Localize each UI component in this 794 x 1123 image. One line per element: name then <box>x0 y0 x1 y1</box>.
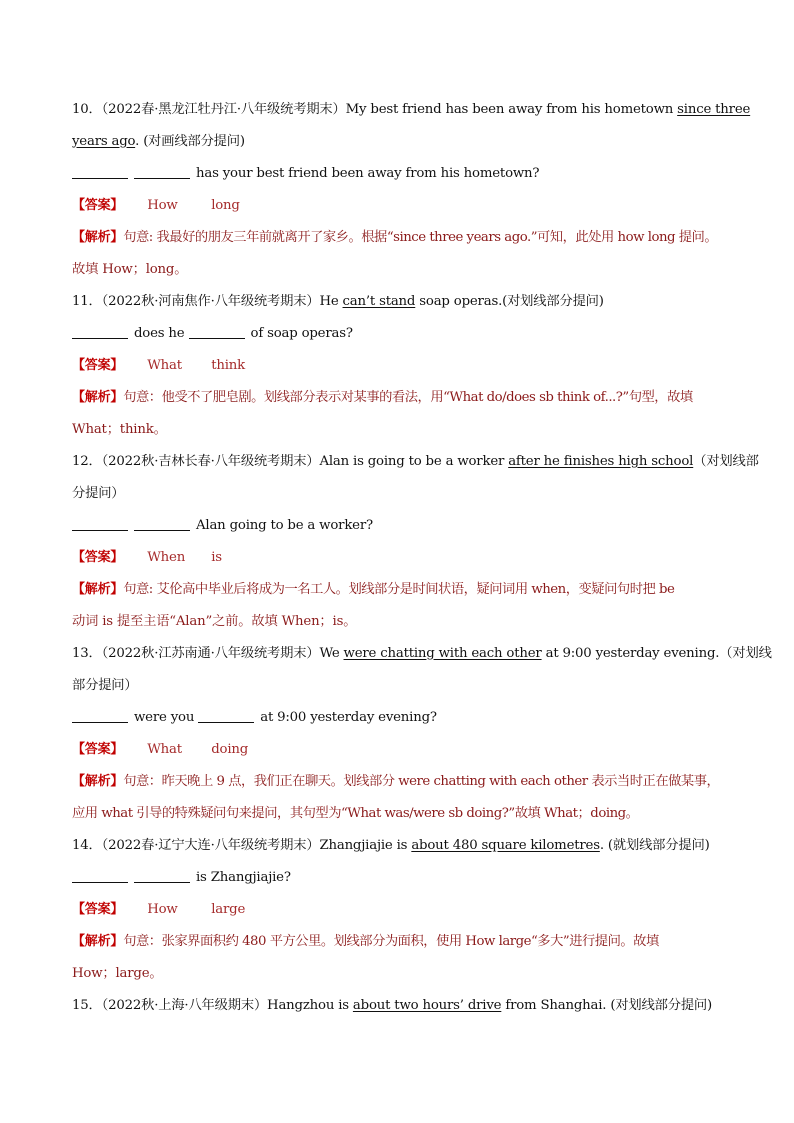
question-source: （2022秋·河南焦作·八年级统考期末） <box>101 294 320 309</box>
question-source: （2022春·辽宁大连·八年级统考期末） <box>101 838 320 853</box>
worksheet-page <box>72 94 772 1022</box>
fill-sentence: does he <box>134 326 185 341</box>
question-10-fill <box>72 158 732 190</box>
question-number: 10． <box>72 102 102 117</box>
analysis-label: 【解析】 <box>72 582 124 597</box>
question-source: （2022秋·上海·八年级期末） <box>101 998 268 1013</box>
question-13-fill <box>72 702 732 734</box>
question-10-analysis <box>72 222 732 254</box>
underlined-phrase: after he finishes high school <box>508 454 694 469</box>
analysis-text: 句意：张家界面积约 480 平方公里。划线部分为面积，使用 How large“多大”进行提问。故填 <box>123 934 659 949</box>
answer-value: doing <box>211 742 249 757</box>
fill-sentence: at 9:00 yesterday evening? <box>260 710 437 725</box>
question-10-stem-cont <box>72 126 732 158</box>
analysis-text: 句意：昨天晚上 9 点，我们正在聊天。划线部分 were chatting with each other 表示当时正在做某事， <box>123 774 720 789</box>
question-11-stem <box>72 286 732 318</box>
question-10-stem <box>72 94 751 126</box>
question-13-answer <box>72 734 732 766</box>
underlined-phrase: about two hours’ drive <box>352 998 502 1013</box>
question-12-analysis <box>72 574 732 606</box>
answer-value: think <box>211 358 245 373</box>
answer-blank[interactable] <box>134 514 190 531</box>
question-text: We <box>319 646 344 661</box>
question-text: Zhangjiajie is <box>319 838 412 853</box>
question-14-stem <box>72 830 732 862</box>
analysis-text: How；large。 <box>72 966 163 981</box>
analysis-text: What；think。 <box>72 422 167 437</box>
question-10-analysis-cont <box>72 254 732 286</box>
question-source: （2022春·黑龙江牡丹江·八年级统考期末） <box>101 102 346 117</box>
analysis-label: 【解析】 <box>72 774 124 789</box>
question-source: （2022秋·吉林长春·八年级统考期末） <box>101 454 320 469</box>
question-14-analysis-cont <box>72 958 732 990</box>
question-12-answer <box>72 542 732 574</box>
question-number: 15． <box>72 998 102 1013</box>
question-14-answer <box>72 894 732 926</box>
question-15-stem <box>72 990 732 1022</box>
analysis-text: 故填 How；long。 <box>72 262 188 277</box>
answer-value: When <box>147 550 186 565</box>
answer-blank[interactable] <box>72 162 128 179</box>
analysis-label: 【解析】 <box>72 934 124 949</box>
underlined-phrase: years ago <box>72 134 136 149</box>
answer-blank[interactable] <box>134 866 190 883</box>
question-number: 13． <box>72 646 102 661</box>
question-13-stem <box>72 638 772 670</box>
question-text: . (就划线部分提问) <box>599 838 710 853</box>
question-text: . (对画线部分提问) <box>135 134 245 149</box>
question-11-analysis <box>72 382 732 414</box>
question-number: 14． <box>72 838 102 853</box>
analysis-label: 【解析】 <box>72 390 124 405</box>
analysis-label: 【解析】 <box>72 230 124 245</box>
underlined-phrase: about 480 square kilometres <box>411 838 600 853</box>
question-14-fill <box>72 862 732 894</box>
fill-sentence: is Zhangjiajie? <box>196 870 291 885</box>
question-text: （对划线部 <box>693 454 759 469</box>
fill-sentence: were you <box>134 710 195 725</box>
answer-label: 【答案】 <box>72 902 124 917</box>
fill-sentence: has your best friend been away from his hometown? <box>196 166 540 181</box>
underlined-phrase: were chatting with each other <box>343 646 542 661</box>
answer-blank[interactable] <box>134 162 190 179</box>
answer-blank[interactable] <box>198 706 254 723</box>
question-text: Hangzhou is <box>267 998 353 1013</box>
answer-value: is <box>211 550 222 565</box>
underlined-phrase: can’t stand <box>342 294 416 309</box>
underlined-phrase: since three <box>677 102 751 117</box>
question-12-fill <box>72 510 732 542</box>
answer-value: How <box>147 198 178 213</box>
answer-value: large <box>211 902 246 917</box>
question-text: at 9:00 yesterday evening.（对划线 <box>541 646 772 661</box>
answer-label: 【答案】 <box>72 198 124 213</box>
answer-blank[interactable] <box>72 706 128 723</box>
question-11-answer <box>72 350 732 382</box>
question-12-analysis-cont <box>72 606 732 638</box>
question-12-stem-cont <box>72 478 732 510</box>
answer-blank[interactable] <box>72 866 128 883</box>
question-10-answer <box>72 190 732 222</box>
answer-blank[interactable] <box>189 322 245 339</box>
answer-value: What <box>147 742 182 757</box>
question-text: from Shanghai. (对划线部分提问) <box>501 998 712 1013</box>
question-number: 12． <box>72 454 102 469</box>
answer-value: long <box>211 198 240 213</box>
answer-blank[interactable] <box>72 322 128 339</box>
analysis-text: 应用 what 引导的特殊疑问句来提问，其句型为“What was/were sb doing?”故填 What；doing。 <box>72 806 639 821</box>
fill-sentence: Alan going to be a worker? <box>196 518 373 533</box>
answer-label: 【答案】 <box>72 358 124 373</box>
fill-sentence: of soap operas? <box>250 326 353 341</box>
question-13-stem-cont <box>72 670 732 702</box>
analysis-text: 句意: 我最好的朋友三年前就离开了家乡。根据“since three years ago.”可知，此处用 how long 提问。 <box>123 230 718 245</box>
answer-label: 【答案】 <box>72 550 124 565</box>
question-text: 部分提问） <box>72 678 138 693</box>
question-12-stem <box>72 446 759 478</box>
question-source: （2022秋·江苏南通·八年级统考期末） <box>101 646 320 661</box>
question-text: My best friend has been away from his hometown <box>345 102 678 117</box>
question-number: 11． <box>72 294 102 309</box>
question-text: 分提问） <box>72 486 125 501</box>
question-13-analysis <box>72 766 732 798</box>
analysis-text: 句意：他受不了肥皂剧。划线部分表示对某事的看法，用“What do/does sb think of...?”句型，故填 <box>123 390 693 405</box>
question-11-fill <box>72 318 732 350</box>
question-text: soap operas.(对划线部分提问) <box>415 294 604 309</box>
answer-value: How <box>147 902 178 917</box>
answer-blank[interactable] <box>72 514 128 531</box>
answer-value: What <box>147 358 182 373</box>
question-text: Alan is going to be a worker <box>319 454 509 469</box>
answer-label: 【答案】 <box>72 742 124 757</box>
analysis-text: 动词 is 提至主语“Alan”之前。故填 When；is。 <box>72 614 357 629</box>
question-14-analysis <box>72 926 732 958</box>
question-11-analysis-cont <box>72 414 732 446</box>
question-13-analysis-cont <box>72 798 732 830</box>
question-text: He <box>319 294 343 309</box>
analysis-text: 句意: 艾伦高中毕业后将成为一名工人。划线部分是时间状语，疑问词用 when，变疑问句时把 be <box>123 582 675 597</box>
